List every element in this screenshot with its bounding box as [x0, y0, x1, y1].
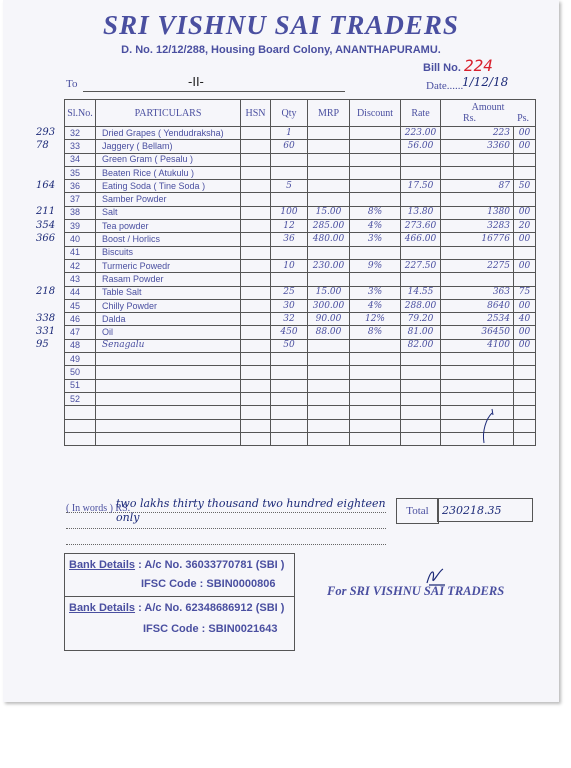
cell-qty: [271, 153, 308, 166]
date-label: Date......: [426, 80, 464, 92]
cell-particulars: Samber Powder: [96, 193, 241, 206]
table-row: [65, 180, 536, 193]
cell-sl: 50: [65, 366, 96, 379]
cell-particulars: [96, 366, 241, 379]
cell-ps: 40: [514, 313, 536, 326]
table-row: [65, 220, 536, 233]
bank-account-2: [69, 602, 284, 614]
shop-name: SRI VISHNU SAI TRADERS: [103, 10, 459, 40]
cell-qty: 100: [271, 206, 308, 219]
cell-ps: 00: [514, 233, 536, 246]
table-row: [65, 366, 536, 379]
cell-ps: 00: [514, 339, 536, 352]
blank-row: [65, 406, 536, 419]
cell-mrp: [308, 339, 350, 352]
cell-sl: 41: [65, 246, 96, 259]
cell-discount: 8%: [350, 206, 401, 219]
cell-sl: 33: [65, 140, 96, 153]
cell-sl: 34: [65, 153, 96, 166]
cell-ps: [514, 366, 536, 379]
cell-sl: 48: [65, 339, 96, 352]
cell-hsn: [241, 127, 271, 140]
cell-sl: 40: [65, 233, 96, 246]
cell-blank: [65, 432, 96, 445]
cell-discount: [350, 246, 401, 259]
cell-particulars: Beaten Rice ( Atukulu ): [96, 166, 241, 179]
cell-sl: 32: [65, 127, 96, 140]
bank-ifsc-1: IFSC Code : SBIN0000806: [141, 578, 276, 590]
cell-rs: [441, 366, 514, 379]
margin-note: 354: [36, 219, 56, 231]
cell-mrp: [308, 127, 350, 140]
margin-note: 164: [36, 179, 56, 191]
cell-blank: [350, 419, 401, 432]
cell-particulars: Jaggery ( Bellam): [96, 140, 241, 153]
table-row: [65, 127, 536, 140]
cell-ps: 00: [514, 299, 536, 312]
cell-particulars: Eating Soda ( Tine Soda ): [96, 180, 241, 193]
cell-rate: [401, 379, 441, 392]
cell-rate: [401, 392, 441, 405]
cell-mrp: [308, 166, 350, 179]
table-row: [65, 286, 536, 299]
cell-rate: 466.00: [401, 233, 441, 246]
cell-mrp: [308, 366, 350, 379]
cell-sl: 43: [65, 273, 96, 286]
margin-note: 331: [36, 325, 56, 337]
cell-mrp: 285.00: [308, 220, 350, 233]
cell-qty: 60: [271, 140, 308, 153]
cell-blank: [96, 419, 241, 432]
cell-discount: [350, 339, 401, 352]
cell-qty: 12: [271, 220, 308, 233]
bill-sheet: [3, 0, 559, 702]
table-row: [65, 246, 536, 259]
cell-particulars: Biscuits: [96, 246, 241, 259]
cell-sl: 49: [65, 353, 96, 366]
cell-rs: 1380: [441, 206, 514, 219]
col-mrp: MRP: [308, 100, 350, 127]
cell-ps: [514, 153, 536, 166]
cell-rs: 363: [441, 286, 514, 299]
cell-rs: 87: [441, 180, 514, 193]
to-underline: [83, 91, 345, 92]
margin-note: 338: [36, 312, 56, 324]
col-discount: Discount: [350, 100, 401, 127]
table-header-row: [65, 100, 536, 127]
cell-hsn: [241, 353, 271, 366]
cell-sl: 37: [65, 193, 96, 206]
cell-qty: [271, 366, 308, 379]
cell-blank: [350, 406, 401, 419]
cell-ps: [514, 273, 536, 286]
cell-qty: 450: [271, 326, 308, 339]
cell-discount: 3%: [350, 233, 401, 246]
cell-particulars: [96, 392, 241, 405]
cell-particulars: Rasam Powder: [96, 273, 241, 286]
total-label: Total: [396, 498, 439, 524]
cell-mrp: 300.00: [308, 299, 350, 312]
cell-discount: [350, 193, 401, 206]
cell-mrp: [308, 379, 350, 392]
items-table: [64, 99, 536, 446]
cell-rs: 223: [441, 127, 514, 140]
table-row: [65, 273, 536, 286]
cell-discount: [350, 379, 401, 392]
cell-rate: 79.20: [401, 313, 441, 326]
table-row: [65, 140, 536, 153]
cell-particulars: Salt: [96, 206, 241, 219]
cell-rs: 3360: [441, 140, 514, 153]
bill-number-value: 224: [463, 56, 493, 75]
cell-blank: [308, 406, 350, 419]
cell-particulars: Senagalu: [96, 339, 241, 352]
cell-rate: [401, 353, 441, 366]
cell-rs: [441, 166, 514, 179]
cell-rate: 227.50: [401, 259, 441, 272]
cell-rate: [401, 246, 441, 259]
cell-particulars: Oil: [96, 326, 241, 339]
in-words-line-2: [66, 528, 386, 529]
to-value: -II-: [188, 74, 204, 89]
cell-qty: 1: [271, 127, 308, 140]
cell-mrp: 480.00: [308, 233, 350, 246]
cell-rate: 56.00: [401, 140, 441, 153]
cell-mrp: [308, 140, 350, 153]
cell-hsn: [241, 366, 271, 379]
margin-note: 95: [36, 339, 49, 351]
cell-rs: 2275: [441, 259, 514, 272]
cell-discount: 12%: [350, 313, 401, 326]
cell-ps: 00: [514, 259, 536, 272]
cell-blank: [96, 406, 241, 419]
col-ps: Ps.: [517, 113, 530, 124]
table-row: [65, 259, 536, 272]
in-words-line-3: [66, 544, 386, 545]
cell-rate: 17.50: [401, 180, 441, 193]
cell-hsn: [241, 313, 271, 326]
bank-details-label-1: Bank Details: [69, 559, 136, 571]
cell-rs: 16776: [441, 233, 514, 246]
cell-hsn: [241, 180, 271, 193]
margin-note: 78: [36, 139, 49, 151]
cell-ps: [514, 379, 536, 392]
cell-blank: [271, 419, 308, 432]
cell-discount: [350, 180, 401, 193]
cell-blank: [65, 406, 96, 419]
cell-particulars: Boost / Horlics: [96, 233, 241, 246]
cell-qty: 36: [271, 233, 308, 246]
cell-discount: [350, 392, 401, 405]
cell-ps: [514, 353, 536, 366]
cell-rate: [401, 193, 441, 206]
cell-ps: [514, 166, 536, 179]
date-value: 1/12/18: [462, 75, 509, 89]
cell-qty: 5: [271, 180, 308, 193]
cell-discount: 8%: [350, 326, 401, 339]
cell-blank: [241, 419, 271, 432]
cell-ps: [514, 246, 536, 259]
bill-number-label: Bill No.: [423, 62, 461, 74]
margin-note: 211: [36, 206, 56, 218]
cell-sl: 42: [65, 259, 96, 272]
cell-rs: 2534: [441, 313, 514, 326]
bank-ifsc-2: IFSC Code : SBIN0021643: [143, 623, 278, 635]
cell-ps: 75: [514, 286, 536, 299]
cell-mrp: 90.00: [308, 313, 350, 326]
cell-blank: [308, 419, 350, 432]
cell-rate: 288.00: [401, 299, 441, 312]
table-row: [65, 392, 536, 405]
table-row: [65, 353, 536, 366]
cell-rate: 13.80: [401, 206, 441, 219]
blank-row: [65, 432, 536, 445]
cell-rs: [441, 379, 514, 392]
in-words-line-1: [66, 512, 386, 513]
cell-mrp: [308, 273, 350, 286]
cell-hsn: [241, 153, 271, 166]
cell-mrp: 15.00: [308, 206, 350, 219]
cell-mrp: 230.00: [308, 259, 350, 272]
cell-particulars: Dalda: [96, 313, 241, 326]
bank-divider: [65, 596, 294, 597]
cell-particulars: [96, 379, 241, 392]
cell-discount: 3%: [350, 286, 401, 299]
cell-blank: [401, 406, 441, 419]
cell-sl: 44: [65, 286, 96, 299]
cell-hsn: [241, 193, 271, 206]
cell-sl: 46: [65, 313, 96, 326]
blank-row: [65, 419, 536, 432]
cell-rs: [441, 353, 514, 366]
cell-blank: [514, 406, 536, 419]
pen-stroke-icon: [478, 405, 500, 445]
cell-blank: [401, 419, 441, 432]
cell-hsn: [241, 246, 271, 259]
cell-discount: [350, 127, 401, 140]
cell-sl: 38: [65, 206, 96, 219]
cell-blank: [271, 432, 308, 445]
cell-qty: [271, 193, 308, 206]
cell-hsn: [241, 339, 271, 352]
table-row: [65, 153, 536, 166]
cell-mrp: [308, 153, 350, 166]
cell-particulars: [96, 353, 241, 366]
cell-mrp: [308, 193, 350, 206]
cell-ps: 00: [514, 206, 536, 219]
cell-hsn: [241, 392, 271, 405]
total-value: 230218.35: [437, 498, 533, 522]
cell-rs: [441, 153, 514, 166]
cell-particulars: Tea powder: [96, 220, 241, 233]
cell-rs: [441, 193, 514, 206]
cell-hsn: [241, 140, 271, 153]
cell-blank: [65, 419, 96, 432]
cell-rs: 8640: [441, 299, 514, 312]
cell-rate: [401, 166, 441, 179]
cell-rate: 81.00: [401, 326, 441, 339]
cell-blank: [308, 432, 350, 445]
cell-rs: [441, 273, 514, 286]
cell-blank: [241, 432, 271, 445]
cell-ps: 50: [514, 180, 536, 193]
cell-blank: [441, 419, 514, 432]
bank-details-label-2: Bank Details: [69, 602, 136, 614]
cell-ps: 00: [514, 127, 536, 140]
table-row: [65, 206, 536, 219]
cell-ps: [514, 193, 536, 206]
cell-rs: 3283: [441, 220, 514, 233]
cell-discount: [350, 140, 401, 153]
cell-hsn: [241, 299, 271, 312]
cell-rs: 4100: [441, 339, 514, 352]
col-amount-label: Amount: [471, 102, 505, 113]
cell-mrp: 88.00: [308, 326, 350, 339]
margin-note: 293: [36, 126, 56, 138]
col-hsn: HSN: [241, 100, 271, 127]
margin-note: 366: [36, 232, 56, 244]
cell-hsn: [241, 233, 271, 246]
cell-sl: 52: [65, 392, 96, 405]
cell-rate: 82.00: [401, 339, 441, 352]
bank-account-1-value: : A/c No. 36033770781 (SBI ): [138, 559, 285, 571]
cell-qty: 25: [271, 286, 308, 299]
cell-hsn: [241, 166, 271, 179]
cell-particulars: Turmeric Powedr: [96, 259, 241, 272]
cell-hsn: [241, 326, 271, 339]
cell-mrp: [308, 353, 350, 366]
cell-blank: [241, 406, 271, 419]
cell-particulars: Green Gram ( Pesalu ): [96, 153, 241, 166]
cell-ps: 20: [514, 220, 536, 233]
cell-rate: 14.55: [401, 286, 441, 299]
cell-discount: 4%: [350, 299, 401, 312]
cell-qty: [271, 246, 308, 259]
cell-sl: 36: [65, 180, 96, 193]
cell-hsn: [241, 379, 271, 392]
cell-ps: 00: [514, 140, 536, 153]
table-row: [65, 166, 536, 179]
margin-note: 218: [36, 286, 56, 298]
cell-sl: 47: [65, 326, 96, 339]
cell-blank: [514, 432, 536, 445]
for-company-signature: For SRI VISHNU SAI TRADERS: [327, 584, 505, 598]
cell-blank: [514, 419, 536, 432]
cell-mrp: [308, 246, 350, 259]
cell-qty: [271, 392, 308, 405]
cell-particulars: Chilly Powder: [96, 299, 241, 312]
cell-mrp: [308, 392, 350, 405]
table-row: [65, 233, 536, 246]
cell-discount: 4%: [350, 220, 401, 233]
cell-sl: 51: [65, 379, 96, 392]
cell-blank: [271, 406, 308, 419]
shop-address: D. No. 12/12/288, Housing Board Colony, ANANTHAPURAMU.: [121, 44, 441, 56]
table-row: [65, 299, 536, 312]
col-sl-no: Sl.No.: [65, 100, 96, 127]
cell-qty: 10: [271, 259, 308, 272]
cell-hsn: [241, 206, 271, 219]
cell-qty: [271, 166, 308, 179]
col-amount: [441, 100, 536, 127]
bank-account-1: [69, 559, 284, 571]
cell-rs: [441, 246, 514, 259]
cell-mrp: [308, 180, 350, 193]
cell-rate: 273.60: [401, 220, 441, 233]
cell-qty: [271, 353, 308, 366]
cell-rate: [401, 366, 441, 379]
cell-hsn: [241, 286, 271, 299]
col-rate: Rate: [401, 100, 441, 127]
cell-discount: [350, 166, 401, 179]
cell-discount: 9%: [350, 259, 401, 272]
cell-particulars: Dried Grapes ( Yendudraksha): [96, 127, 241, 140]
bank-account-2-value: : A/c No. 62348686912 (SBI ): [138, 602, 285, 614]
cell-discount: [350, 153, 401, 166]
cell-blank: [96, 432, 241, 445]
cell-ps: 00: [514, 326, 536, 339]
bank-details-box: [64, 553, 295, 651]
cell-blank: [401, 432, 441, 445]
col-qty: Qty: [271, 100, 308, 127]
table-row: [65, 326, 536, 339]
table-row: [65, 193, 536, 206]
to-label: To: [66, 78, 78, 90]
table-row: [65, 313, 536, 326]
cell-blank: [441, 406, 514, 419]
cell-discount: [350, 273, 401, 286]
cell-qty: 30: [271, 299, 308, 312]
bill-number: [423, 56, 493, 75]
cell-hsn: [241, 273, 271, 286]
cell-qty: [271, 273, 308, 286]
cell-discount: [350, 353, 401, 366]
cell-hsn: [241, 220, 271, 233]
cell-sl: 35: [65, 166, 96, 179]
cell-mrp: 15.00: [308, 286, 350, 299]
in-words-label: ( In words ) RS.: [66, 503, 131, 514]
in-words-value: two lakhs thirty thousand two hundred eighteen only: [116, 497, 386, 524]
cell-hsn: [241, 259, 271, 272]
cell-blank: [441, 432, 514, 445]
cell-rs: 36450: [441, 326, 514, 339]
cell-rate: [401, 273, 441, 286]
cell-qty: 32: [271, 313, 308, 326]
cell-sl: 45: [65, 299, 96, 312]
cell-ps: [514, 392, 536, 405]
cell-discount: [350, 366, 401, 379]
cell-qty: [271, 379, 308, 392]
col-rs: Rs.: [463, 113, 477, 124]
cell-rate: [401, 153, 441, 166]
cell-particulars: Table Salt: [96, 286, 241, 299]
cell-rs: [441, 392, 514, 405]
cell-qty: 50: [271, 339, 308, 352]
cell-sl: 39: [65, 220, 96, 233]
col-particulars: PARTICULARS: [96, 100, 241, 127]
cell-blank: [350, 432, 401, 445]
table-row: [65, 379, 536, 392]
table-row: [65, 339, 536, 352]
cell-rate: 223.00: [401, 127, 441, 140]
